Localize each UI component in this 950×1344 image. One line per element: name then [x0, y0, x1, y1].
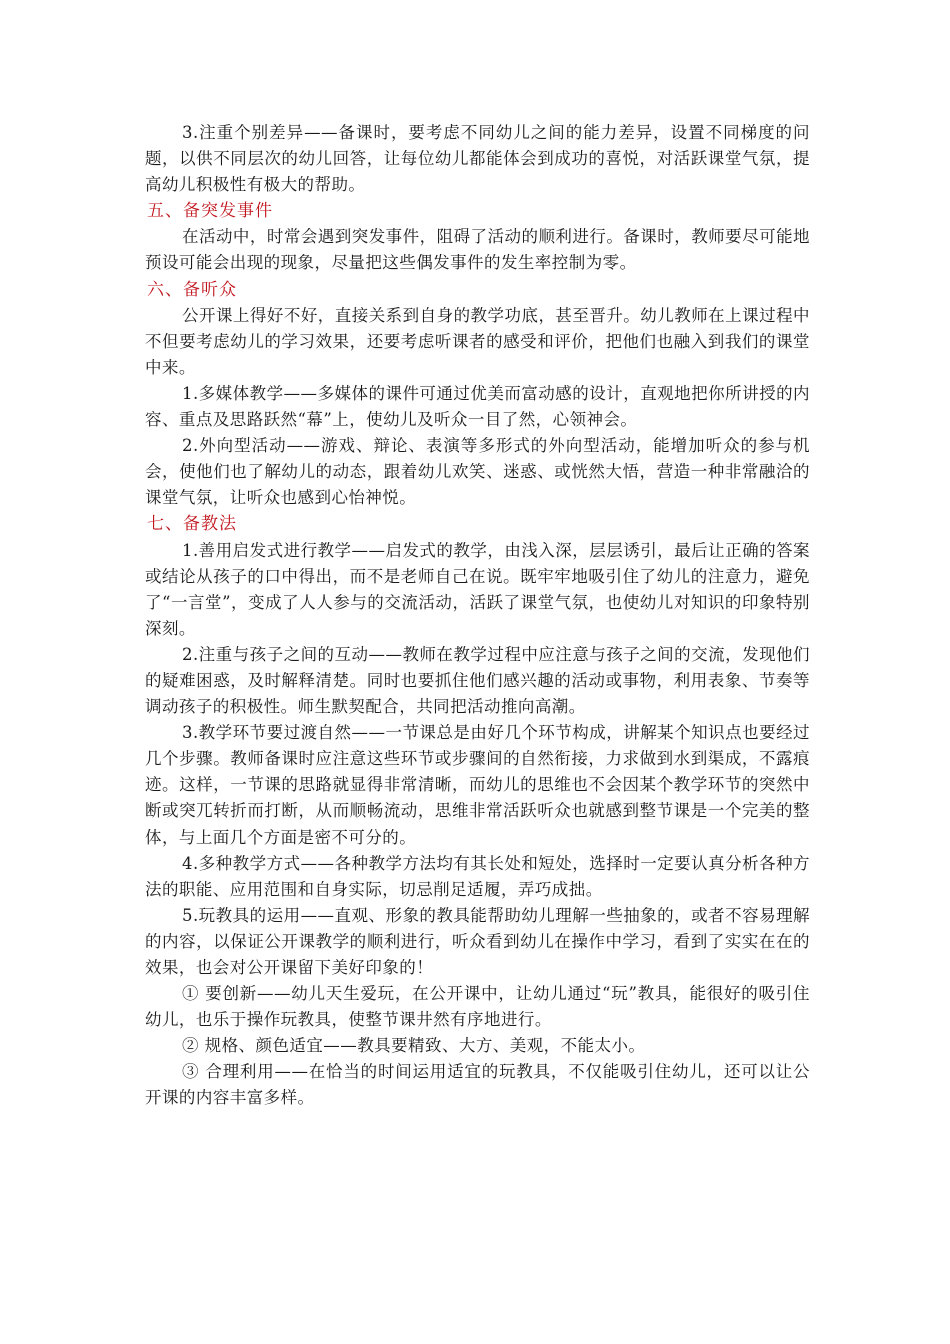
paragraph-audience-intro: 公开课上得好不好，直接关系到自身的教学功底，甚至晋升。幼儿教师在上课过程中不但要考虑幼儿的学习效果，还要考虑听课者的感受和评价，把他们也融入到我们的课堂中来。 [145, 305, 810, 377]
paragraph-teaching-methods: 4.多种教学方式——各种教学方法均有其长处和短处，选择时一定要认真分析各种方法的职能、应用范围和自身实际，切忌削足适履，弄巧成拙。 [145, 853, 810, 899]
heading-section-6: 六、备听众 [147, 279, 237, 300]
paragraph-emergencies: 在活动中，时常会遇到突发事件，阻碍了活动的顺利进行。备课时，教师要尽可能地预设可能会出现的现象，尽量把这些偶发事件的发生率控制为零。 [145, 227, 810, 273]
paragraph-heuristic-teaching: 1.善用启发式进行教学——启发式的教学，由浅入深，层层诱引，最后让正确的答案或结论从孩子的口中得出，而不是老师自己在说。既牢牢地吸引住了幼儿的注意力，避免了“一言堂”，变成了人人参与的交流活动，活跃了课堂气氛，也使幼儿对知识的印象特别深刻。 [145, 540, 810, 638]
paragraph-innovation: ① 要创新——幼儿天生爱玩，在公开课中，让幼儿通过“玩”教具，能很好的吸引住幼儿，也乐于操作玩教具，使整节课井然有序地进行。 [145, 984, 810, 1030]
heading-section-7: 七、备教法 [147, 514, 237, 535]
paragraph-specifications: ② 规格、颜色适宜——教具要精致、大方、美观，不能太小。 [182, 1036, 646, 1056]
heading-section-5: 五、备突发事件 [147, 201, 273, 222]
paragraph-teaching-aids: 5.玩教具的运用——直观、形象的教具能帮助幼儿理解一些抽象的，或者不容易理解的内容，以保证公开课教学的顺利进行，听众看到幼儿在操作中学习，看到了实实在在的效果，也会对公开课留下美好印象的！ [145, 905, 810, 977]
paragraph-reasonable-use: ③ 合理利用——在恰当的时间运用适宜的玩教具，不仅能吸引住幼儿，还可以让公开课的内容丰富多样。 [145, 1062, 810, 1108]
paragraph-transitions: 3.教学环节要过渡自然——一节课总是由好几个环节构成，讲解某个知识点也要经过几个步骤。教师备课时应注意这些环节或步骤间的自然衔接，力求做到水到渠成，不露痕迹。这样，一节课的思路就显得非常清晰，而幼儿的思维也不会因某个教学环节的突然中断或突兀转折而打断，从而顺畅流动，思维非常活跃听众也就感到整节课是一个完美的整体，与上面几个方面是密不可分的。 [145, 723, 810, 847]
paragraph-outward-activities: 2.外向型活动——游戏、辩论、表演等多形式的外向型活动，能增加听众的参与机会，使他们也了解幼儿的动态，跟着幼儿欢笑、迷惑、或恍然大悟，营造一种非常融洽的课堂气氛，让听众也感到心怡神悦。 [145, 436, 810, 508]
paragraph-individual-differences: 3.注重个别差异——备课时，要考虑不同幼儿之间的能力差异，设置不同梯度的问题，以供不同层次的幼儿回答，让每位幼儿都能体会到成功的喜悦，对活跃课堂气氛，提高幼儿积极性有极大的帮助。 [145, 123, 810, 195]
paragraph-multimedia: 1.多媒体教学——多媒体的课件可通过优美而富动感的设计，直观地把你所讲授的内容、重点及思路跃然“幕”上，使幼儿及听众一目了然，心领神会。 [145, 383, 810, 430]
document-page [145, 120, 810, 1112]
paragraph-interaction: 2.注重与孩子之间的互动——教师在教学过程中应注意与孩子之间的交流，发现他们的疑难困惑，及时解释清楚。同时也要抓住他们感兴趣的活动或事物，利用表象、节奏等调动孩子的积极性。师生默契配合，共同把活动推向高潮。 [145, 644, 810, 717]
